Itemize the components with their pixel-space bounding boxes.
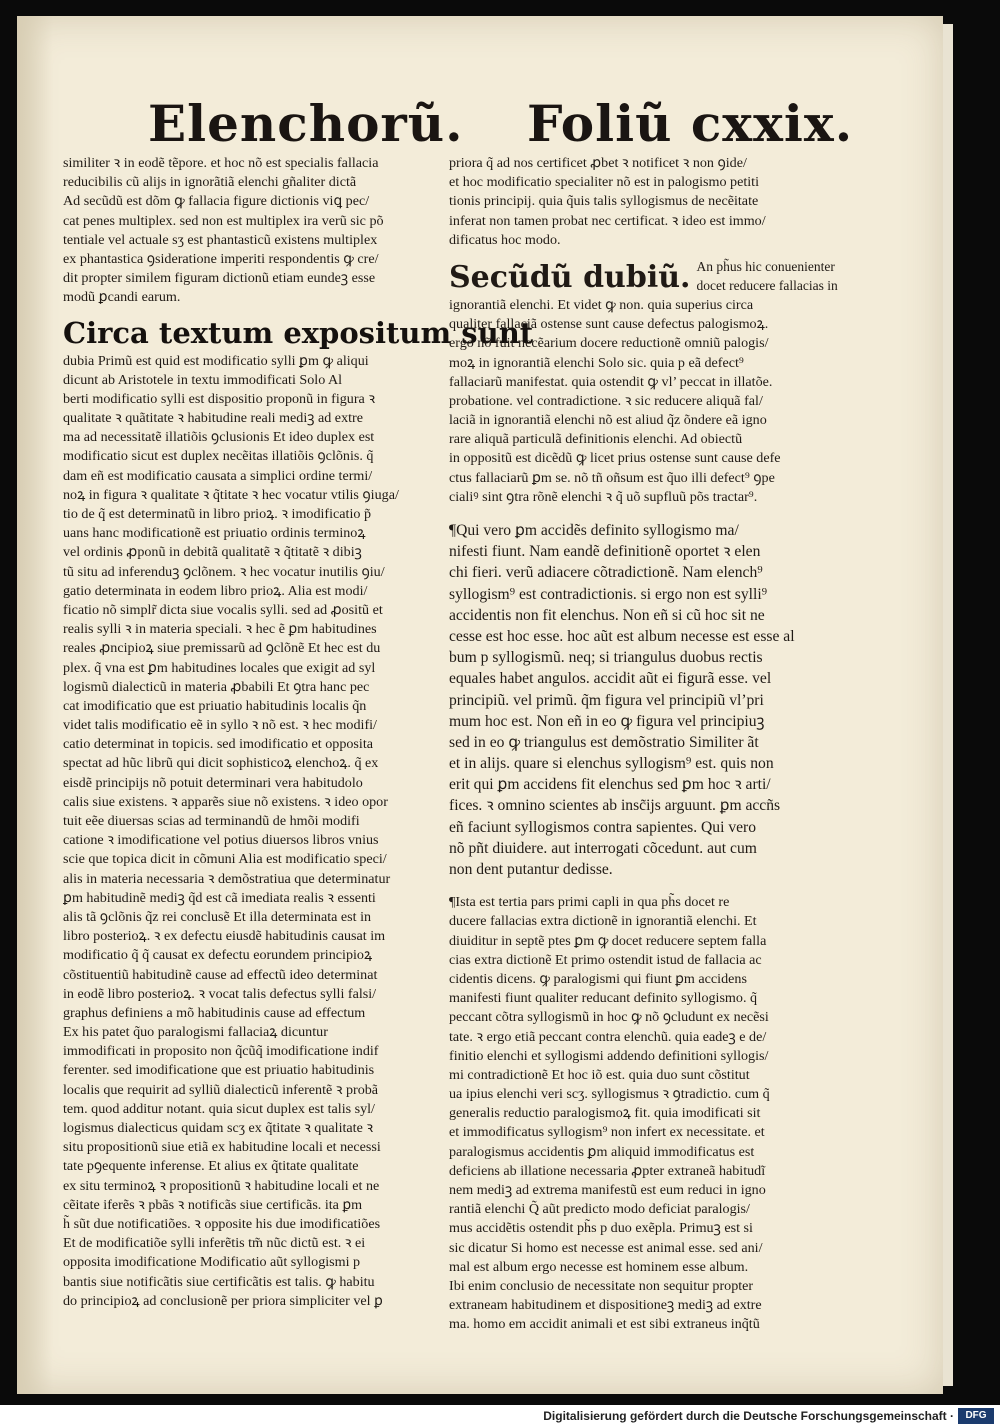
text-line: modũ ꝑcandi earum. <box>63 289 181 306</box>
text-line: ma ad necessitatẽ illatiõis ꝯclusionis Et ideo duplex est <box>63 429 375 446</box>
text-line: catio determinat in topicis. sed imodificatio et opposita <box>63 736 373 753</box>
page-gutter-shadow <box>17 16 53 1394</box>
text-line: ¶Ista est tertia pars primi capli in qua ph̃s docet re <box>449 894 730 911</box>
text-line: ignorantiã elenchi. Et videt ꝙ non. quia superius circa <box>449 296 754 313</box>
text-line: generalis reductio paralogismoꝝ fit. quia imodificati sit <box>449 1105 761 1122</box>
text-line: cialiꝰ sint ꝯtra rõnẽ elenchi ꝛ q̃ uõ supfluũ põs tractar⁹. <box>449 488 758 505</box>
text-line: mal est album ergo necesse est hominem esse album. <box>449 1258 749 1275</box>
text-line: inferat non tamen probat nec certificat. ꝛ ideo est immo/ <box>449 212 766 229</box>
text-line: ducere fallacias extra dictionẽ in ignorantiã elenchi. Et <box>449 913 757 930</box>
text-line: in oppositũ est dicẽdũ ꝙ licet prius ostense sunt cause defe <box>449 450 781 467</box>
text-line: laciã in ignorantiã elenchi nõ est aliud q̃z õndere eã igno <box>449 412 767 429</box>
text-line: reales ꝓncipioꝝ siue premissarũ ad ꝯclõnẽ Et hec est du <box>63 640 381 657</box>
text-line: accidentis non fit elenchus. Non eñ si cũ hoc sit ne <box>449 606 765 624</box>
text-line: peccant cõtra syllogismũ in hoc ꝙ nõ ꝯcludunt ex necẽsi <box>449 1009 769 1026</box>
text-line: graphus definiens a mõ habitudinis cause ad effectum <box>63 1004 366 1021</box>
text-line: bum p syllogismũ. neq; si triangulus duobus rectis <box>449 649 763 667</box>
text-line: tate pꝯequente inferense. Et alius ex q̃titate qualitate <box>63 1158 359 1175</box>
text-line: Ex his patet q̃uo paralogismi fallaciaꝝ dicuntur <box>63 1024 328 1041</box>
section-heading-circa: Circa textum expositum sunt <box>63 315 534 350</box>
text-line: tũ situ ad inferenduꝫ ꝯclõnem. ꝛ hec vocatur inutilis ꝯiu/ <box>63 563 385 580</box>
section-heading-continuation <box>696 258 837 296</box>
text-line: gatio determinata in eodem libro prioꝝ. Alia est modi/ <box>63 582 368 599</box>
text-line: fices. ꝛ omnino scientes ab insc̃ijs arguunt. ꝑm accñs <box>449 797 781 815</box>
section-heading-secundum: Secũdũ dubiũ. <box>449 259 691 295</box>
text-line: calis siue existens. ꝛ apparẽs siue nõ existens. ꝛ ideo opor <box>63 793 388 810</box>
text-line: cidentis dicens. ꝙ paralogismi qui fiunt ꝑm accidens <box>449 970 747 987</box>
text-line: alis in materia necessaria ꝛ demõstratiua que determinatur <box>63 870 391 887</box>
text-line: ergo nõ fuit necẽarium docere reductionẽ omniũ palogis/ <box>449 335 769 352</box>
text-line: in eodẽ libro posterioꝝ. ꝛ vocat talis defectus sylli falsi/ <box>63 985 377 1002</box>
text-line: erit qui ꝑm accidens fit elenchus sed ꝑm hoc ꝛ arti/ <box>449 776 771 794</box>
text-line: cat penes multiplex. sed non est multiplex ira verũ sic põ <box>63 212 384 229</box>
text-line: uans hanc modificationẽ est priuatio ordinis terminoꝝ <box>63 525 366 542</box>
text-line: plex. q̃ vna est ꝑm habitudines locales que exigit ad syl <box>63 659 376 676</box>
text-line: cesse est hoc esse. hoc aũt est album necesse est esse al <box>449 627 795 645</box>
text-line: mi contradictionẽ Et hoc iõ est. quia duo sunt cõstitut <box>449 1066 750 1083</box>
right-paragraph-3 <box>449 520 811 880</box>
text-line: sed in eo ꝙ triangulus est demõstratio Similiter ãt <box>449 733 759 751</box>
text-line: priora q̃ ad nos certificet ꝓbet ꝛ notificet ꝛ non ꝯide/ <box>449 155 747 171</box>
text-line: non dent putantur dedisse. <box>449 861 613 878</box>
text-line: localis que requirit ad sylliũ dialecticũ inferentẽ ꝛ probã <box>63 1081 379 1098</box>
text-line: paralogismus accidentis ꝑm aliquid immodificatus est <box>449 1143 755 1160</box>
text-line: Ibi enim conclusio de necessitate non sequitur propter <box>449 1277 754 1294</box>
text-line: tionis principij. quia q̃uis talis syllogismus de necẽitate <box>449 193 759 210</box>
text-line: ¶Qui vero ꝑm accidẽs definito syllogismo ma/ <box>449 522 739 539</box>
text-line: principiũ. vel primũ. q̃m figura vel principiũ vl’pri <box>449 691 764 709</box>
text-line: moꝝ in ignorantiã elenchi Solo sic. quia p eã defect⁹ <box>449 354 744 371</box>
text-line: qualiter fallaciã ostense sunt cause defectus palogismoꝝ. <box>449 316 769 333</box>
text-line: berti modificatio sylli est dispositio proponũ in figura ꝛ <box>63 390 376 407</box>
text-line: cõstituentiũ habitudinẽ cause ad effectũ ideo determinat <box>63 966 378 983</box>
running-head-folio: Foliũ cxxix. <box>527 94 854 153</box>
text-line: opposita imodificatione Modificatio aũt syllogismi p <box>63 1254 361 1271</box>
right-paragraph-4 <box>449 893 811 1334</box>
text-line: catione ꝛ imodificatione vel potius diuersos libros vnius <box>63 832 379 849</box>
text-line: noꝝ in figura ꝛ qualitate ꝛ q̃titate ꝛ hec vocatur vtilis ꝯiuga/ <box>63 486 399 503</box>
next-page-edge <box>943 24 953 1386</box>
text-line: rantiã elenchi Q̃ aũt predicto modo deficiat paralogis/ <box>449 1201 750 1218</box>
running-head-left: Elenchorũ. <box>148 94 464 153</box>
text-line: An ph̃us hic conuenienter <box>696 258 835 274</box>
text-line: dificatus hoc modo. <box>449 231 561 248</box>
text-line: logismũ dialecticũ in materia ꝓbabili Et ꝯtra hanc pec <box>63 678 370 695</box>
text-line: reducibilis cũ alijs in ignorãtiã elenchi gñaliter dictã <box>63 174 357 191</box>
left-paragraph-1 <box>63 154 419 308</box>
text-line: dit propter similem figuram dictionũ etiam eundeꝫ esse <box>63 270 376 287</box>
text-line: spectat ad hũc librũ qui dicit sophisticoꝝ elenchoꝝ. q̃ ex <box>63 755 379 772</box>
text-line: vel ordinis ꝓponũ in debitã qualitatẽ ꝛ q̃titatẽ ꝛ dibiꝫ <box>63 544 362 561</box>
text-line: diuiditur in septẽ ptes ꝑm ꝙ docet reducere septem falla <box>449 932 767 949</box>
text-line: tate. ꝛ ergo etiã peccant contra elenchũ. quia eadeꝫ e de/ <box>449 1028 767 1045</box>
text-line: dam eñ est modificatio causata a simplici ordine termi/ <box>63 467 373 484</box>
text-line: tio de q̃ est determinatũ in libro prioꝝ. ꝛ imodificatio p̃ <box>63 506 371 522</box>
text-line: chi fieri. verũ adiacere cõtradictionẽ. Nam elench⁹ <box>449 564 763 582</box>
text-line: Ad secũdũ est dõm ꝙ fallacia figure dictionis viꝗ pec/ <box>63 193 370 210</box>
text-line: libro posterioꝝ. ꝛ ex defectu eiusdẽ habitudinis causat im <box>63 928 386 945</box>
text-line: probatione. vel contradictione. ꝛ sic reducere aliquã fal/ <box>449 392 763 409</box>
text-line: nem mediꝫ ad extrema manifestũ est eum reduci in igno <box>449 1182 766 1198</box>
text-line: h̃ sũt due notificatiões. ꝛ opposite his due imodificatiões <box>63 1215 381 1232</box>
text-line: nõ pñt diuidere. aut interrogati cõcedunt. aut cum <box>449 839 757 857</box>
text-line: syllogism⁹ est contradictionis. si ergo non est sylli⁹ <box>449 585 768 603</box>
text-line: immodificati in proposito non q̃cũq̃ imodificatione indif <box>63 1043 379 1060</box>
text-line: sic dicatur Si homo est necesse est animal esse. sed ani/ <box>449 1239 763 1256</box>
text-line: eisdẽ principijs nõ potuit determinari vera habitudolo <box>63 774 363 791</box>
text-line: alis tã ꝯclõnis q̃z rei conclusẽ Et illa determinata est in <box>63 908 372 925</box>
text-line: mus accidẽtis ostendit ph̃s p duo exẽpla. Primuꝫ est si <box>449 1220 753 1237</box>
text-line: fallaciarũ manifestat. quia ostendit ꝙ vl’ peccat in illatõe. <box>449 373 773 390</box>
text-line: ex phantastica ꝯsideratione imperiti respondentis ꝙ cre/ <box>63 250 379 267</box>
right-paragraph-1 <box>449 154 811 250</box>
text-line: modificatio q̃ q̃ causat ex defectu eorundem principioꝝ <box>63 947 373 964</box>
text-line: cat imodificatio que est priuatio habitudinis localis q̃n <box>63 697 367 714</box>
text-line: manifesti fiunt qualiter reducant definito syllogismo. q̃ <box>449 990 758 1007</box>
text-line: ctus fallaciarũ ꝑm se. nõ tñ oñsum est q̃uo illi defect⁹ ꝯpe <box>449 469 775 486</box>
text-line: tem. quod additur notant. quia sicut duplex est talis syl/ <box>63 1100 375 1117</box>
text-line: et in alijs. quare si elenchus syllogism⁹ est. quis non <box>449 755 774 773</box>
text-line: bantis siue notificãtis siue certificãtis est talis. ꝙ habitu <box>63 1273 375 1290</box>
text-line: rare aliquã particulã definitionis elenchi. Ad obiectũ <box>449 431 743 448</box>
text-line: dicunt ab Aristotele in textu immodificati Solo Al <box>63 371 343 388</box>
text-line: deficiens ab illatione necessaria ꝓpter extraneã habitudĩ <box>449 1162 766 1179</box>
footer-bar <box>0 1405 1000 1428</box>
text-line: ex situ terminoꝝ ꝛ propositionũ ꝛ habitudine locali et ne <box>63 1177 380 1194</box>
text-line: mum hoc est. Non eñ in eo ꝙ figura vel principiuꝫ <box>449 712 765 730</box>
text-line: cẽitate iferẽs ꝛ pbãs ꝛ notificãs siue certificãs. ita ꝑm <box>63 1196 363 1213</box>
text-line: situ propositionũ siue etiã ex habitudine locali et necessi <box>63 1139 381 1156</box>
dfg-logo: DFG <box>958 1408 994 1424</box>
text-line: ꝑm habitudinẽ mediꝫ q̃d est cã imediata realis ꝛ essenti <box>63 889 376 906</box>
section-heading-row <box>449 256 838 296</box>
funding-notice: Digitalisierung gefördert durch die Deutsche Forschungsgemeinschaft · <box>543 1409 954 1423</box>
text-line: ua ipius elenchi veri scʒ. syllogismus ꝛ ꝯtradictio. cum q̃ <box>449 1086 770 1103</box>
text-line: do principioꝝ ad conclusionẽ per priora simpliciter vel ꝑ <box>63 1292 383 1309</box>
text-line: et hoc modificatio specialiter nõ est in palogismo petiti <box>449 174 759 191</box>
text-line: qualitate ꝛ quãtitate ꝛ habitudine reali mediꝫ ad extre <box>63 410 363 427</box>
text-line: modificatio sicut est duplex necẽitas illatiõis ꝯclõnis. q̃ <box>63 448 374 465</box>
text-line: tentiale vel actuale sʒ est phantasticũ existens multiplex <box>63 231 378 248</box>
text-line: logismus dialecticus quidam scʒ ex q̃titate ꝛ qualitate ꝛ <box>63 1120 374 1136</box>
text-line: et immodificatus syllogism⁹ non infert ex necessitate. et <box>449 1124 765 1141</box>
text-line: cias extra dictionẽ Et primo ostendit istud de fallacia ac <box>449 951 762 968</box>
text-line: realis sylli ꝛ in materia speciali. ꝛ hec ẽ ꝑm habitudines <box>63 621 377 638</box>
text-line: ficatio nõ simplr̃ dicta siue vocalis sylli. sed ad ꝓositũ et <box>63 601 383 618</box>
left-paragraph-2 <box>63 352 419 1311</box>
text-line: ma. homo em accidit animali et est sibi extraneus inq̃tũ <box>449 1316 760 1333</box>
right-text-column <box>449 154 838 1335</box>
text-line: equales habet angulos. accidit aũt ei figurã esse. vel <box>449 670 772 688</box>
text-line: docet reducere fallacias in <box>696 277 838 293</box>
text-line: eñ faciunt syllogismos contra sapientes. Qui vero <box>449 818 757 836</box>
text-line: dubia Primũ est quid est modificatio sylli ꝑm ꝙ aliqui <box>63 352 369 369</box>
text-line: nifesti fiunt. Nam eandẽ definitionẽ oportet ꝛ elen <box>449 543 761 561</box>
text-line: similiter ꝛ in eodẽ tẽpore. et hoc nõ est specialis fallacia <box>63 155 379 171</box>
text-line: videt talis modificatio eẽ in syllo ꝛ nõ est. ꝛ hec modifi/ <box>63 717 377 734</box>
text-line: tuit eẽe diuersas scias ad terminandũ de hmõi modifi <box>63 813 360 829</box>
text-line: scie que topica dicit in cõmuni Alia est modificatio speci/ <box>63 851 387 868</box>
text-line: extraneam habitudinem et dispositioneꝫ mediꝫ ad extre <box>449 1297 762 1314</box>
text-line: Et de modificatiõe sylli inferẽtis tm̃ nũc dictũ est. ꝛ ei <box>63 1235 366 1252</box>
right-paragraph-2 <box>449 296 811 507</box>
paragraph-gap <box>449 880 811 893</box>
text-line: finitio elenchi et syllogismi addendo definitioni syllogis/ <box>449 1047 769 1064</box>
paragraph-gap <box>449 507 811 520</box>
text-line: ferenter. sed imodificatione que est priuatio habitudinis <box>63 1062 375 1079</box>
